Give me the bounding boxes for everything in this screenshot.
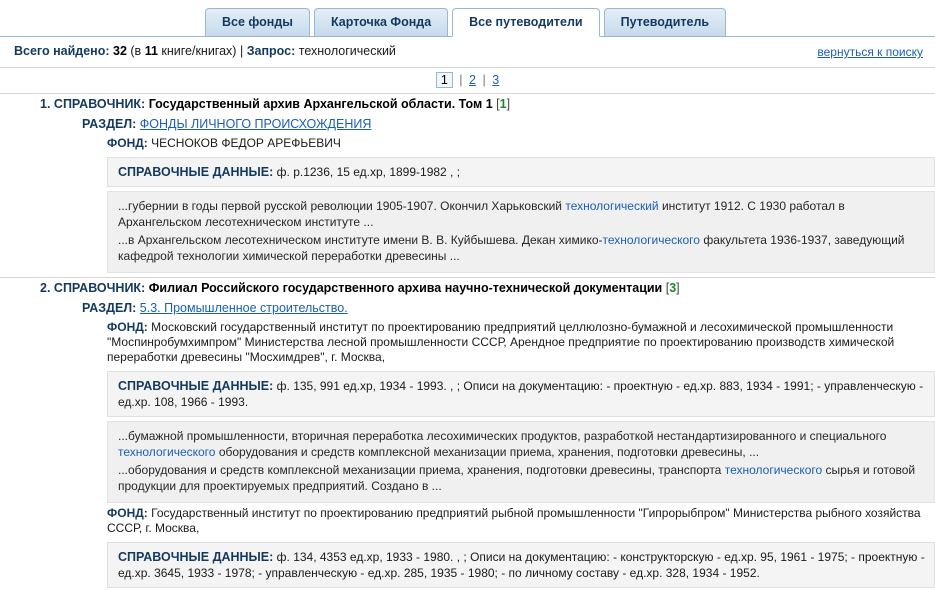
hit-count: 1 bbox=[499, 97, 507, 111]
books-open-paren: (в bbox=[130, 44, 142, 58]
fund-label: ФОНД: bbox=[107, 320, 148, 334]
snippet-box bbox=[107, 421, 935, 503]
fund-row bbox=[82, 317, 935, 367]
snippet-box bbox=[107, 191, 935, 273]
reference-data-label: СПРАВОЧНЫЕ ДАННЫЕ: bbox=[118, 379, 274, 393]
snippet-text: ...бумажной промышленности, вторичная переработка лесохимических продуктов, разработкой нестандартизированного и специального bbox=[118, 429, 887, 443]
info-divider: | bbox=[239, 44, 244, 58]
tab-all-guides[interactable]: Все путеводители bbox=[452, 8, 599, 37]
reference-data-box bbox=[107, 371, 935, 417]
hit-count: 3 bbox=[669, 281, 677, 295]
snippet-text: ...губернии в годы первой русской революции 1905-1907. Окончил Харьковский bbox=[118, 199, 566, 213]
reference-data-value: ф. р.1236, 15 ед.хр, 1899-1982 , ; bbox=[276, 165, 461, 179]
pager-separator: | bbox=[459, 73, 463, 87]
result-index: 1. bbox=[40, 97, 51, 111]
result-hit-count bbox=[666, 281, 680, 295]
result-header bbox=[0, 277, 935, 297]
reference-data-box bbox=[107, 157, 935, 187]
results-list bbox=[0, 91, 935, 590]
bracket-close: ] bbox=[506, 97, 511, 111]
section-label: РАЗДЕЛ: bbox=[82, 117, 137, 131]
result-body bbox=[82, 297, 935, 590]
snippet-line bbox=[118, 198, 926, 230]
fund-label: ФОНД: bbox=[107, 136, 148, 150]
fund-row bbox=[82, 503, 935, 538]
found-label: Всего найдено: bbox=[14, 44, 110, 58]
highlighted-term[interactable]: технологического bbox=[724, 463, 823, 477]
bracket-close: ] bbox=[676, 281, 680, 295]
result-kind-label: СПРАВОЧНИК: bbox=[53, 281, 146, 295]
page-1[interactable]: 1 bbox=[436, 72, 453, 88]
books-count: 11 bbox=[144, 44, 158, 58]
highlighted-term[interactable]: технологический bbox=[565, 199, 659, 213]
snippet-text: ...оборудования и средств комплексной механизации приема, хранения, подготовки древесины, транспорта bbox=[118, 463, 725, 477]
section-label: РАЗДЕЛ: bbox=[82, 301, 137, 315]
result-title[interactable]: Филиал Российского государственного архива научно-технической документации bbox=[148, 281, 663, 295]
section-row bbox=[82, 113, 935, 133]
result-index: 2. bbox=[40, 281, 51, 295]
page-3[interactable]: 3 bbox=[492, 73, 500, 87]
reference-data-value: ф. 134, 4353 ед.хр, 1933 - 1980. , ; Описи на документацию: - конструкторскую - ед.хр. 95, 1961 - 1975; - проектную - ед.хр. 3645, 1933 - 1978; - управленческую - ед.хр. 285, 1935 - 1980; - по личному составу - ед.хр. 328, 1934 - 1952. bbox=[118, 550, 925, 580]
pagination bbox=[0, 68, 935, 91]
tab-bar bbox=[0, 0, 935, 37]
snippet-text: ...в Архангельском лесотехническом институте имени В. В. Куйбышева. Декан химико- bbox=[118, 233, 603, 247]
fund-value: Государственный институт по проектированию предприятий рыбной промышленности "Гипрорыбпром" Министерства рыбного хозяйства СССР, г. Москва, bbox=[107, 506, 921, 535]
result-item bbox=[0, 91, 935, 275]
snippet-text: оборудования и средств комплексной механизации приема, хранения, подготовки древесины, ... bbox=[215, 445, 760, 459]
tab-fund-card[interactable]: Карточка Фонда bbox=[314, 8, 448, 37]
fund-value: ЧЕСНОКОВ ФЕДОР АРЕФЬЕВИЧ bbox=[151, 136, 341, 150]
pager-separator: | bbox=[482, 73, 486, 87]
snippet-text: институт 1912. С 1930 работал в Архангельском лесотехническом институте ... bbox=[118, 199, 845, 229]
bracket-open: [ bbox=[665, 281, 670, 295]
result-item bbox=[0, 275, 935, 590]
section-row bbox=[82, 297, 935, 317]
results-info-bar bbox=[0, 37, 935, 68]
found-count: 32 bbox=[113, 44, 127, 58]
reference-data-label: СПРАВОЧНЫЕ ДАННЫЕ: bbox=[118, 165, 274, 179]
bracket-open: [ bbox=[496, 97, 500, 111]
tab-list bbox=[205, 8, 726, 37]
fund-label: ФОНД: bbox=[107, 506, 148, 520]
result-body bbox=[82, 113, 935, 275]
result-kind-label: СПРАВОЧНИК: bbox=[53, 97, 146, 111]
snippet-text: факультета 1936-1937, заведующий кафедрой технологии химической переработки древесины ... bbox=[118, 233, 905, 263]
reference-data-value: ф. 135, 991 ед.хр, 1934 - 1993. , ; Описи на документацию: - проектную - ед.хр. 883, 1934 - 1991; - управленческую - ед.хр. 108, 1966 - 1993. bbox=[118, 379, 924, 409]
tab-guide[interactable]: Путеводитель bbox=[604, 8, 726, 37]
result-title[interactable]: Государственный архив Архангельской области. Том 1 bbox=[148, 97, 493, 111]
reference-data-box bbox=[107, 542, 935, 588]
back-to-search-link[interactable]: вернуться к поиску bbox=[817, 45, 923, 59]
highlighted-term[interactable]: технологического bbox=[602, 233, 700, 247]
snippet-text: сырья и готовой продукции для проектируемых предприятий. Создано в ... bbox=[118, 463, 916, 493]
books-word: книге/книгах) bbox=[161, 44, 237, 58]
highlighted-term[interactable]: технологического bbox=[118, 445, 216, 459]
result-hit-count bbox=[496, 97, 510, 111]
tab-all-funds[interactable]: Все фонды bbox=[205, 8, 310, 37]
fund-row bbox=[82, 133, 935, 153]
query-value: технологический bbox=[298, 44, 396, 58]
snippet-line bbox=[118, 462, 926, 494]
snippet-line bbox=[118, 428, 926, 460]
page-2[interactable]: 2 bbox=[469, 73, 476, 87]
fund-value: Московский государственный институт по проектированию предприятий целлюлозно-бумажной и лесохимической промышленности "Моспинробумхимпром" Министерства лесной промышленности СССР, Арендное предприятие по проектированию производств химической переработки древесины "Мосхимдрев", г. Москва, bbox=[107, 320, 895, 364]
result-header bbox=[0, 93, 935, 113]
snippet-line bbox=[118, 232, 926, 264]
section-value[interactable]: ФОНДЫ ЛИЧНОГО ПРОИСХОЖДЕНИЯ bbox=[139, 117, 372, 131]
section-value[interactable]: 5.3. Промышленное строительство. bbox=[139, 301, 348, 315]
reference-data-label: СПРАВОЧНЫЕ ДАННЫЕ: bbox=[118, 550, 274, 564]
query-label: Запрос: bbox=[246, 44, 296, 58]
